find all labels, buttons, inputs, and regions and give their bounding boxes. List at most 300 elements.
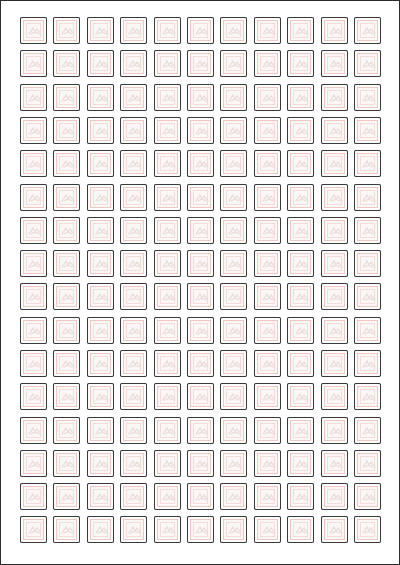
label-cell — [321, 117, 348, 144]
label-cell-face — [56, 519, 77, 540]
label-cell — [187, 317, 214, 344]
faint-embossed-mark-icon — [262, 193, 276, 203]
label-cell-face — [23, 453, 44, 474]
label-cell-face — [23, 87, 44, 108]
label-cell-face — [23, 320, 44, 341]
label-cell — [354, 84, 381, 111]
faint-embossed-mark-icon — [195, 93, 209, 103]
label-cell-face — [157, 420, 178, 441]
label-cell-face — [190, 453, 211, 474]
faint-embossed-mark-icon — [362, 59, 376, 69]
label-cell — [87, 350, 114, 377]
faint-embossed-mark-icon — [195, 226, 209, 236]
faint-embossed-mark-icon — [195, 525, 209, 535]
label-cell-face — [90, 53, 111, 74]
faint-embossed-mark-icon — [329, 492, 343, 502]
label-cell-face — [23, 253, 44, 274]
faint-embossed-mark-icon — [295, 26, 309, 36]
faint-embossed-mark-icon — [195, 326, 209, 336]
faint-embossed-mark-icon — [61, 259, 75, 269]
label-cell — [354, 250, 381, 277]
faint-embossed-mark-icon — [162, 459, 176, 469]
faint-embossed-mark-icon — [162, 392, 176, 402]
label-cell — [287, 250, 314, 277]
label-cell — [20, 317, 47, 344]
label-cell — [254, 450, 281, 477]
label-cell — [220, 117, 247, 144]
label-cell — [287, 417, 314, 444]
label-cell — [20, 283, 47, 310]
faint-embossed-mark-icon — [228, 392, 242, 402]
faint-embossed-mark-icon — [162, 26, 176, 36]
label-cell-face — [223, 420, 244, 441]
label-cell-face — [23, 153, 44, 174]
label-cell-face — [290, 220, 311, 241]
label-cell-face — [290, 120, 311, 141]
label-cell — [220, 417, 247, 444]
label-cell — [321, 483, 348, 510]
label-cell — [321, 283, 348, 310]
label-cell-face — [357, 486, 378, 507]
label-cell-face — [56, 486, 77, 507]
label-cell — [120, 184, 147, 211]
faint-embossed-mark-icon — [128, 292, 142, 302]
label-cell — [154, 150, 181, 177]
faint-embossed-mark-icon — [128, 492, 142, 502]
faint-embossed-mark-icon — [228, 459, 242, 469]
label-cell-face — [23, 120, 44, 141]
faint-embossed-mark-icon — [95, 392, 109, 402]
label-cell-face — [56, 187, 77, 208]
faint-embossed-mark-icon — [329, 326, 343, 336]
label-cell-face — [190, 486, 211, 507]
label-cell-face — [157, 53, 178, 74]
faint-embossed-mark-icon — [295, 159, 309, 169]
label-cell — [120, 417, 147, 444]
label-cell — [120, 350, 147, 377]
label-cell — [354, 50, 381, 77]
label-cell — [287, 283, 314, 310]
label-cell — [120, 17, 147, 44]
label-cell-face — [290, 320, 311, 341]
faint-embossed-mark-icon — [195, 359, 209, 369]
label-cell — [120, 50, 147, 77]
label-cell — [154, 184, 181, 211]
label-cell-face — [56, 20, 77, 41]
faint-embossed-mark-icon — [195, 492, 209, 502]
label-cell-face — [90, 153, 111, 174]
label-cell — [287, 217, 314, 244]
label-cell-face — [223, 53, 244, 74]
label-cell — [254, 250, 281, 277]
label-cell-face — [257, 153, 278, 174]
label-cell-face — [357, 153, 378, 174]
faint-embossed-mark-icon — [95, 525, 109, 535]
faint-embossed-mark-icon — [329, 159, 343, 169]
label-cell — [87, 516, 114, 543]
label-cell-face — [324, 120, 345, 141]
label-cell — [220, 350, 247, 377]
faint-embossed-mark-icon — [128, 193, 142, 203]
faint-embossed-mark-icon — [262, 59, 276, 69]
label-cell-face — [56, 53, 77, 74]
faint-embossed-mark-icon — [162, 159, 176, 169]
label-cell-face — [257, 87, 278, 108]
label-cell — [53, 84, 80, 111]
label-cell — [287, 516, 314, 543]
label-cell — [287, 17, 314, 44]
label-cell — [220, 483, 247, 510]
faint-embossed-mark-icon — [61, 26, 75, 36]
label-cell — [354, 350, 381, 377]
faint-embossed-mark-icon — [262, 359, 276, 369]
faint-embossed-mark-icon — [162, 426, 176, 436]
label-cell — [187, 117, 214, 144]
faint-embossed-mark-icon — [228, 292, 242, 302]
label-cell-face — [190, 519, 211, 540]
faint-embossed-mark-icon — [262, 292, 276, 302]
label-cell — [53, 317, 80, 344]
label-cell — [154, 283, 181, 310]
label-cell — [254, 317, 281, 344]
label-cell — [354, 117, 381, 144]
label-cell — [287, 84, 314, 111]
label-cell-face — [257, 386, 278, 407]
label-cell-face — [324, 220, 345, 241]
label-cell — [254, 350, 281, 377]
label-cell — [187, 217, 214, 244]
label-cell — [87, 283, 114, 310]
label-cell-face — [324, 420, 345, 441]
faint-embossed-mark-icon — [61, 292, 75, 302]
label-cell — [53, 483, 80, 510]
label-cell-face — [357, 519, 378, 540]
label-cell-face — [157, 20, 178, 41]
faint-embossed-mark-icon — [95, 126, 109, 136]
faint-embossed-mark-icon — [228, 259, 242, 269]
faint-embossed-mark-icon — [128, 259, 142, 269]
faint-embossed-mark-icon — [95, 492, 109, 502]
label-cell — [220, 516, 247, 543]
label-cell-face — [190, 253, 211, 274]
label-cell-face — [357, 87, 378, 108]
faint-embossed-mark-icon — [329, 93, 343, 103]
label-cell — [20, 350, 47, 377]
label-cell-face — [56, 120, 77, 141]
label-cell-face — [324, 320, 345, 341]
faint-embossed-mark-icon — [28, 26, 42, 36]
label-cell — [154, 317, 181, 344]
label-cell — [187, 383, 214, 410]
faint-embossed-mark-icon — [228, 59, 242, 69]
label-cell — [53, 117, 80, 144]
faint-embossed-mark-icon — [295, 259, 309, 269]
faint-embossed-mark-icon — [362, 26, 376, 36]
label-cell — [287, 450, 314, 477]
faint-embossed-mark-icon — [362, 359, 376, 369]
faint-embossed-mark-icon — [28, 159, 42, 169]
label-cell-face — [290, 486, 311, 507]
faint-embossed-mark-icon — [28, 226, 42, 236]
label-cell-face — [56, 286, 77, 307]
label-cell-face — [324, 187, 345, 208]
label-cell-face — [123, 519, 144, 540]
label-cell — [220, 84, 247, 111]
label-cell-face — [357, 286, 378, 307]
label-cell-face — [56, 153, 77, 174]
faint-embossed-mark-icon — [228, 193, 242, 203]
faint-embossed-mark-icon — [262, 426, 276, 436]
faint-embossed-mark-icon — [61, 525, 75, 535]
label-cell — [154, 350, 181, 377]
label-cell-face — [90, 353, 111, 374]
label-cell — [20, 150, 47, 177]
faint-embossed-mark-icon — [95, 292, 109, 302]
faint-embossed-mark-icon — [162, 226, 176, 236]
faint-embossed-mark-icon — [295, 193, 309, 203]
label-cell — [20, 483, 47, 510]
label-cell — [20, 383, 47, 410]
label-cell — [220, 17, 247, 44]
faint-embossed-mark-icon — [295, 226, 309, 236]
label-cell-face — [290, 420, 311, 441]
faint-embossed-mark-icon — [228, 93, 242, 103]
label-cell — [154, 417, 181, 444]
faint-embossed-mark-icon — [95, 159, 109, 169]
label-cell-face — [157, 120, 178, 141]
label-cell-face — [190, 187, 211, 208]
label-cell-face — [324, 153, 345, 174]
label-cell-face — [257, 320, 278, 341]
faint-embossed-mark-icon — [262, 159, 276, 169]
faint-embossed-mark-icon — [162, 492, 176, 502]
faint-embossed-mark-icon — [95, 59, 109, 69]
label-cell — [321, 84, 348, 111]
label-cell — [321, 50, 348, 77]
label-cell — [354, 516, 381, 543]
faint-embossed-mark-icon — [128, 93, 142, 103]
label-cell-face — [157, 253, 178, 274]
label-cell-face — [324, 486, 345, 507]
faint-embossed-mark-icon — [262, 259, 276, 269]
label-cell — [20, 84, 47, 111]
faint-embossed-mark-icon — [162, 93, 176, 103]
faint-embossed-mark-icon — [195, 26, 209, 36]
faint-embossed-mark-icon — [95, 326, 109, 336]
faint-embossed-mark-icon — [228, 359, 242, 369]
label-cell — [20, 250, 47, 277]
label-cell-face — [257, 486, 278, 507]
label-cell-face — [357, 187, 378, 208]
faint-embossed-mark-icon — [61, 226, 75, 236]
label-cell — [254, 217, 281, 244]
faint-embossed-mark-icon — [329, 126, 343, 136]
label-cell — [187, 84, 214, 111]
label-cell-face — [90, 486, 111, 507]
faint-embossed-mark-icon — [95, 26, 109, 36]
faint-embossed-mark-icon — [262, 525, 276, 535]
label-cell — [53, 50, 80, 77]
label-cell-face — [157, 153, 178, 174]
label-cell — [120, 150, 147, 177]
faint-embossed-mark-icon — [195, 193, 209, 203]
faint-embossed-mark-icon — [128, 525, 142, 535]
label-cell-face — [190, 120, 211, 141]
label-cell-face — [123, 53, 144, 74]
faint-embossed-mark-icon — [128, 426, 142, 436]
label-cell — [220, 250, 247, 277]
faint-embossed-mark-icon — [329, 292, 343, 302]
label-cell — [120, 450, 147, 477]
label-cell — [287, 50, 314, 77]
label-cell-face — [190, 286, 211, 307]
faint-embossed-mark-icon — [195, 159, 209, 169]
label-cell — [254, 283, 281, 310]
label-cell — [20, 217, 47, 244]
label-cell — [20, 50, 47, 77]
label-cell-face — [324, 53, 345, 74]
label-cell — [187, 250, 214, 277]
label-cell-face — [123, 453, 144, 474]
label-cell-face — [257, 353, 278, 374]
label-cell-face — [123, 420, 144, 441]
label-cell-face — [157, 187, 178, 208]
faint-embossed-mark-icon — [295, 126, 309, 136]
faint-embossed-mark-icon — [295, 525, 309, 535]
label-cell — [187, 283, 214, 310]
label-cell — [220, 383, 247, 410]
faint-embossed-mark-icon — [228, 492, 242, 502]
faint-embossed-mark-icon — [162, 525, 176, 535]
faint-embossed-mark-icon — [262, 392, 276, 402]
label-cell — [53, 516, 80, 543]
faint-embossed-mark-icon — [95, 359, 109, 369]
label-cell-face — [357, 386, 378, 407]
label-cell — [354, 317, 381, 344]
label-cell-face — [290, 53, 311, 74]
label-cell — [53, 350, 80, 377]
faint-embossed-mark-icon — [262, 459, 276, 469]
label-cell-face — [290, 187, 311, 208]
faint-embossed-mark-icon — [228, 226, 242, 236]
label-cell-face — [157, 320, 178, 341]
label-cell-face — [190, 386, 211, 407]
label-cell-face — [223, 253, 244, 274]
label-cell — [321, 450, 348, 477]
faint-embossed-mark-icon — [329, 259, 343, 269]
label-cell-face — [290, 253, 311, 274]
label-cell — [53, 17, 80, 44]
faint-embossed-mark-icon — [329, 426, 343, 436]
label-cell-face — [90, 20, 111, 41]
label-cell-face — [23, 420, 44, 441]
label-cell-face — [56, 320, 77, 341]
label-cell — [354, 217, 381, 244]
label-cell-face — [223, 286, 244, 307]
label-cell-face — [157, 87, 178, 108]
label-cell — [187, 17, 214, 44]
label-cell — [53, 184, 80, 211]
label-cell — [220, 317, 247, 344]
label-cell — [321, 217, 348, 244]
faint-embossed-mark-icon — [329, 26, 343, 36]
faint-embossed-mark-icon — [28, 392, 42, 402]
label-cell-face — [56, 220, 77, 241]
label-cell — [287, 350, 314, 377]
label-cell-face — [157, 453, 178, 474]
label-cell — [354, 483, 381, 510]
label-cell-face — [223, 20, 244, 41]
faint-embossed-mark-icon — [162, 292, 176, 302]
label-cell — [87, 317, 114, 344]
label-cell-face — [357, 453, 378, 474]
label-cell-face — [56, 353, 77, 374]
label-cell — [20, 516, 47, 543]
faint-embossed-mark-icon — [61, 326, 75, 336]
label-cell-face — [23, 486, 44, 507]
faint-embossed-mark-icon — [228, 159, 242, 169]
label-cell — [87, 150, 114, 177]
label-cell-face — [190, 320, 211, 341]
label-cell-face — [123, 320, 144, 341]
label-cell — [20, 417, 47, 444]
faint-embossed-mark-icon — [162, 326, 176, 336]
faint-embossed-mark-icon — [329, 459, 343, 469]
label-cell-face — [90, 286, 111, 307]
label-cell-face — [290, 20, 311, 41]
faint-embossed-mark-icon — [362, 259, 376, 269]
label-cell — [87, 450, 114, 477]
label-cell-face — [90, 220, 111, 241]
label-cell-face — [223, 386, 244, 407]
label-cell — [154, 117, 181, 144]
faint-embossed-mark-icon — [262, 226, 276, 236]
faint-embossed-mark-icon — [195, 292, 209, 302]
label-cell-face — [223, 519, 244, 540]
label-cell — [87, 417, 114, 444]
faint-embossed-mark-icon — [295, 326, 309, 336]
label-cell — [187, 350, 214, 377]
label-cell — [287, 150, 314, 177]
label-cell — [20, 17, 47, 44]
faint-embossed-mark-icon — [295, 292, 309, 302]
label-cell — [287, 184, 314, 211]
faint-embossed-mark-icon — [61, 392, 75, 402]
faint-embossed-mark-icon — [195, 59, 209, 69]
label-cell-face — [23, 187, 44, 208]
faint-embossed-mark-icon — [61, 59, 75, 69]
label-cell — [321, 17, 348, 44]
label-cell — [20, 450, 47, 477]
faint-embossed-mark-icon — [228, 426, 242, 436]
label-cell — [87, 17, 114, 44]
faint-embossed-mark-icon — [61, 193, 75, 203]
label-cell-face — [290, 519, 311, 540]
label-cell — [354, 184, 381, 211]
label-cell-face — [190, 20, 211, 41]
faint-embossed-mark-icon — [61, 126, 75, 136]
label-cell-face — [157, 386, 178, 407]
label-cell-face — [23, 53, 44, 74]
faint-embossed-mark-icon — [61, 492, 75, 502]
label-cell — [321, 150, 348, 177]
label-cell — [154, 217, 181, 244]
label-cell-face — [223, 320, 244, 341]
faint-embossed-mark-icon — [195, 426, 209, 436]
label-cell — [254, 383, 281, 410]
faint-embossed-mark-icon — [128, 226, 142, 236]
label-cell-face — [23, 20, 44, 41]
